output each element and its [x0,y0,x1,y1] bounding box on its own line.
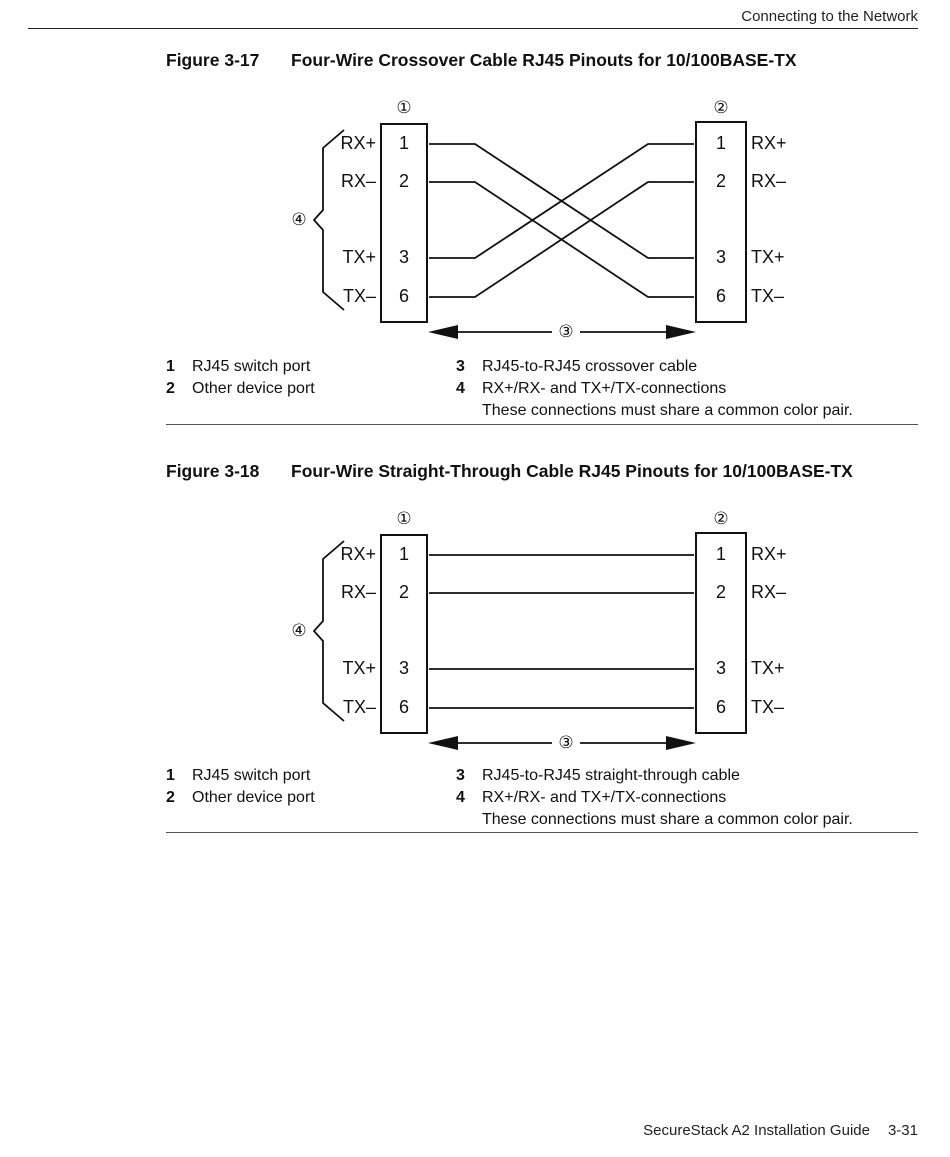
right-signal-label: TX– [751,696,785,717]
figure-3-18-diagram [280,503,810,753]
running-header: Connecting to the Network [741,8,918,25]
figure-3-17-diagram [280,92,810,342]
callout-switch-port: ① [396,98,412,118]
right-pin-number: 3 [715,657,727,678]
left-signal-label: RX– [340,170,376,191]
figure-number: Figure 3-18 [166,461,260,481]
crossover-pinout-diagram [280,92,810,342]
right-signal-label: TX+ [751,657,785,678]
figure-number: Figure 3-17 [166,50,260,70]
legend-item-3: 3 RJ45-to-RJ45 crossover cable [456,358,698,375]
page-number: 3-31 [887,1122,918,1139]
right-pin-number: 1 [715,543,727,564]
left-pin-number: 2 [398,581,410,602]
right-signal-label: TX– [751,285,785,306]
left-pin-number: 1 [398,132,410,153]
book-title: SecureStack A2 Installation Guide [643,1122,870,1139]
callout-cable: ③ [558,322,574,342]
callout-device-port: ② [713,98,729,118]
left-signal-label: TX– [342,285,376,306]
right-pin-number: 6 [715,696,727,717]
figure-title: Four-Wire Straight-Through Cable RJ45 Pinouts for 10/100BASE-TX [291,461,853,481]
left-pin-number: 6 [398,285,410,306]
right-signal-label: TX+ [751,246,785,267]
arrowhead-left [428,325,458,339]
signal-group-brace [314,541,344,721]
left-signal-label: RX– [340,581,376,602]
header-rule [28,28,918,29]
left-signal-label: RX+ [340,132,376,153]
right-pin-number: 2 [715,170,727,191]
legend-item-4: 4 RX+/RX- and TX+/TX-connections [456,789,727,806]
straight-through-pinout-diagram [280,503,810,753]
left-pin-number: 2 [398,170,410,191]
legend-item-2: 2 Other device port [166,789,315,806]
running-footer [643,1122,918,1139]
right-pin-number: 3 [715,246,727,267]
right-pin-number: 1 [715,132,727,153]
legend-item-3: 3 RJ45-to-RJ45 straight-through cable [456,767,740,784]
right-signal-label: RX+ [751,543,787,564]
right-signal-label: RX– [751,581,787,602]
legend-item-4-note: These connections must share a common color pair. [482,811,853,828]
figure-3-17-rule [166,424,918,425]
callout-signal-group: ④ [291,210,307,230]
left-pin-number: 6 [398,696,410,717]
left-pin-number: 1 [398,543,410,564]
arrowhead-left [428,736,458,750]
left-pin-number: 3 [398,657,410,678]
left-pin-number: 3 [398,246,410,267]
left-signal-label: RX+ [340,543,376,564]
figure-title: Four-Wire Crossover Cable RJ45 Pinouts for 10/100BASE-TX [291,50,797,70]
legend-item-4: 4 RX+/RX- and TX+/TX-connections [456,380,727,397]
cable-wire [429,144,694,258]
arrowhead-right [666,736,696,750]
legend-item-2: 2 Other device port [166,380,315,397]
cable-wire [429,182,694,297]
callout-switch-port: ① [396,509,412,529]
right-pin-number: 2 [715,581,727,602]
left-signal-label: TX+ [342,657,376,678]
signal-group-brace [314,130,344,310]
legend-item-1: 1 RJ45 switch port [166,358,311,375]
figure-3-17-caption [166,50,797,71]
callout-device-port: ② [713,509,729,529]
right-signal-label: RX+ [751,132,787,153]
right-pin-number: 6 [715,285,727,306]
legend-item-4-note: These connections must share a common color pair. [482,402,853,419]
left-signal-label: TX+ [342,246,376,267]
figure-3-18-rule [166,832,918,833]
figure-3-18-caption [166,461,853,482]
left-signal-label: TX– [342,696,376,717]
callout-signal-group: ④ [291,621,307,641]
arrowhead-right [666,325,696,339]
legend-item-1: 1 RJ45 switch port [166,767,311,784]
callout-cable: ③ [558,733,574,753]
right-signal-label: RX– [751,170,787,191]
